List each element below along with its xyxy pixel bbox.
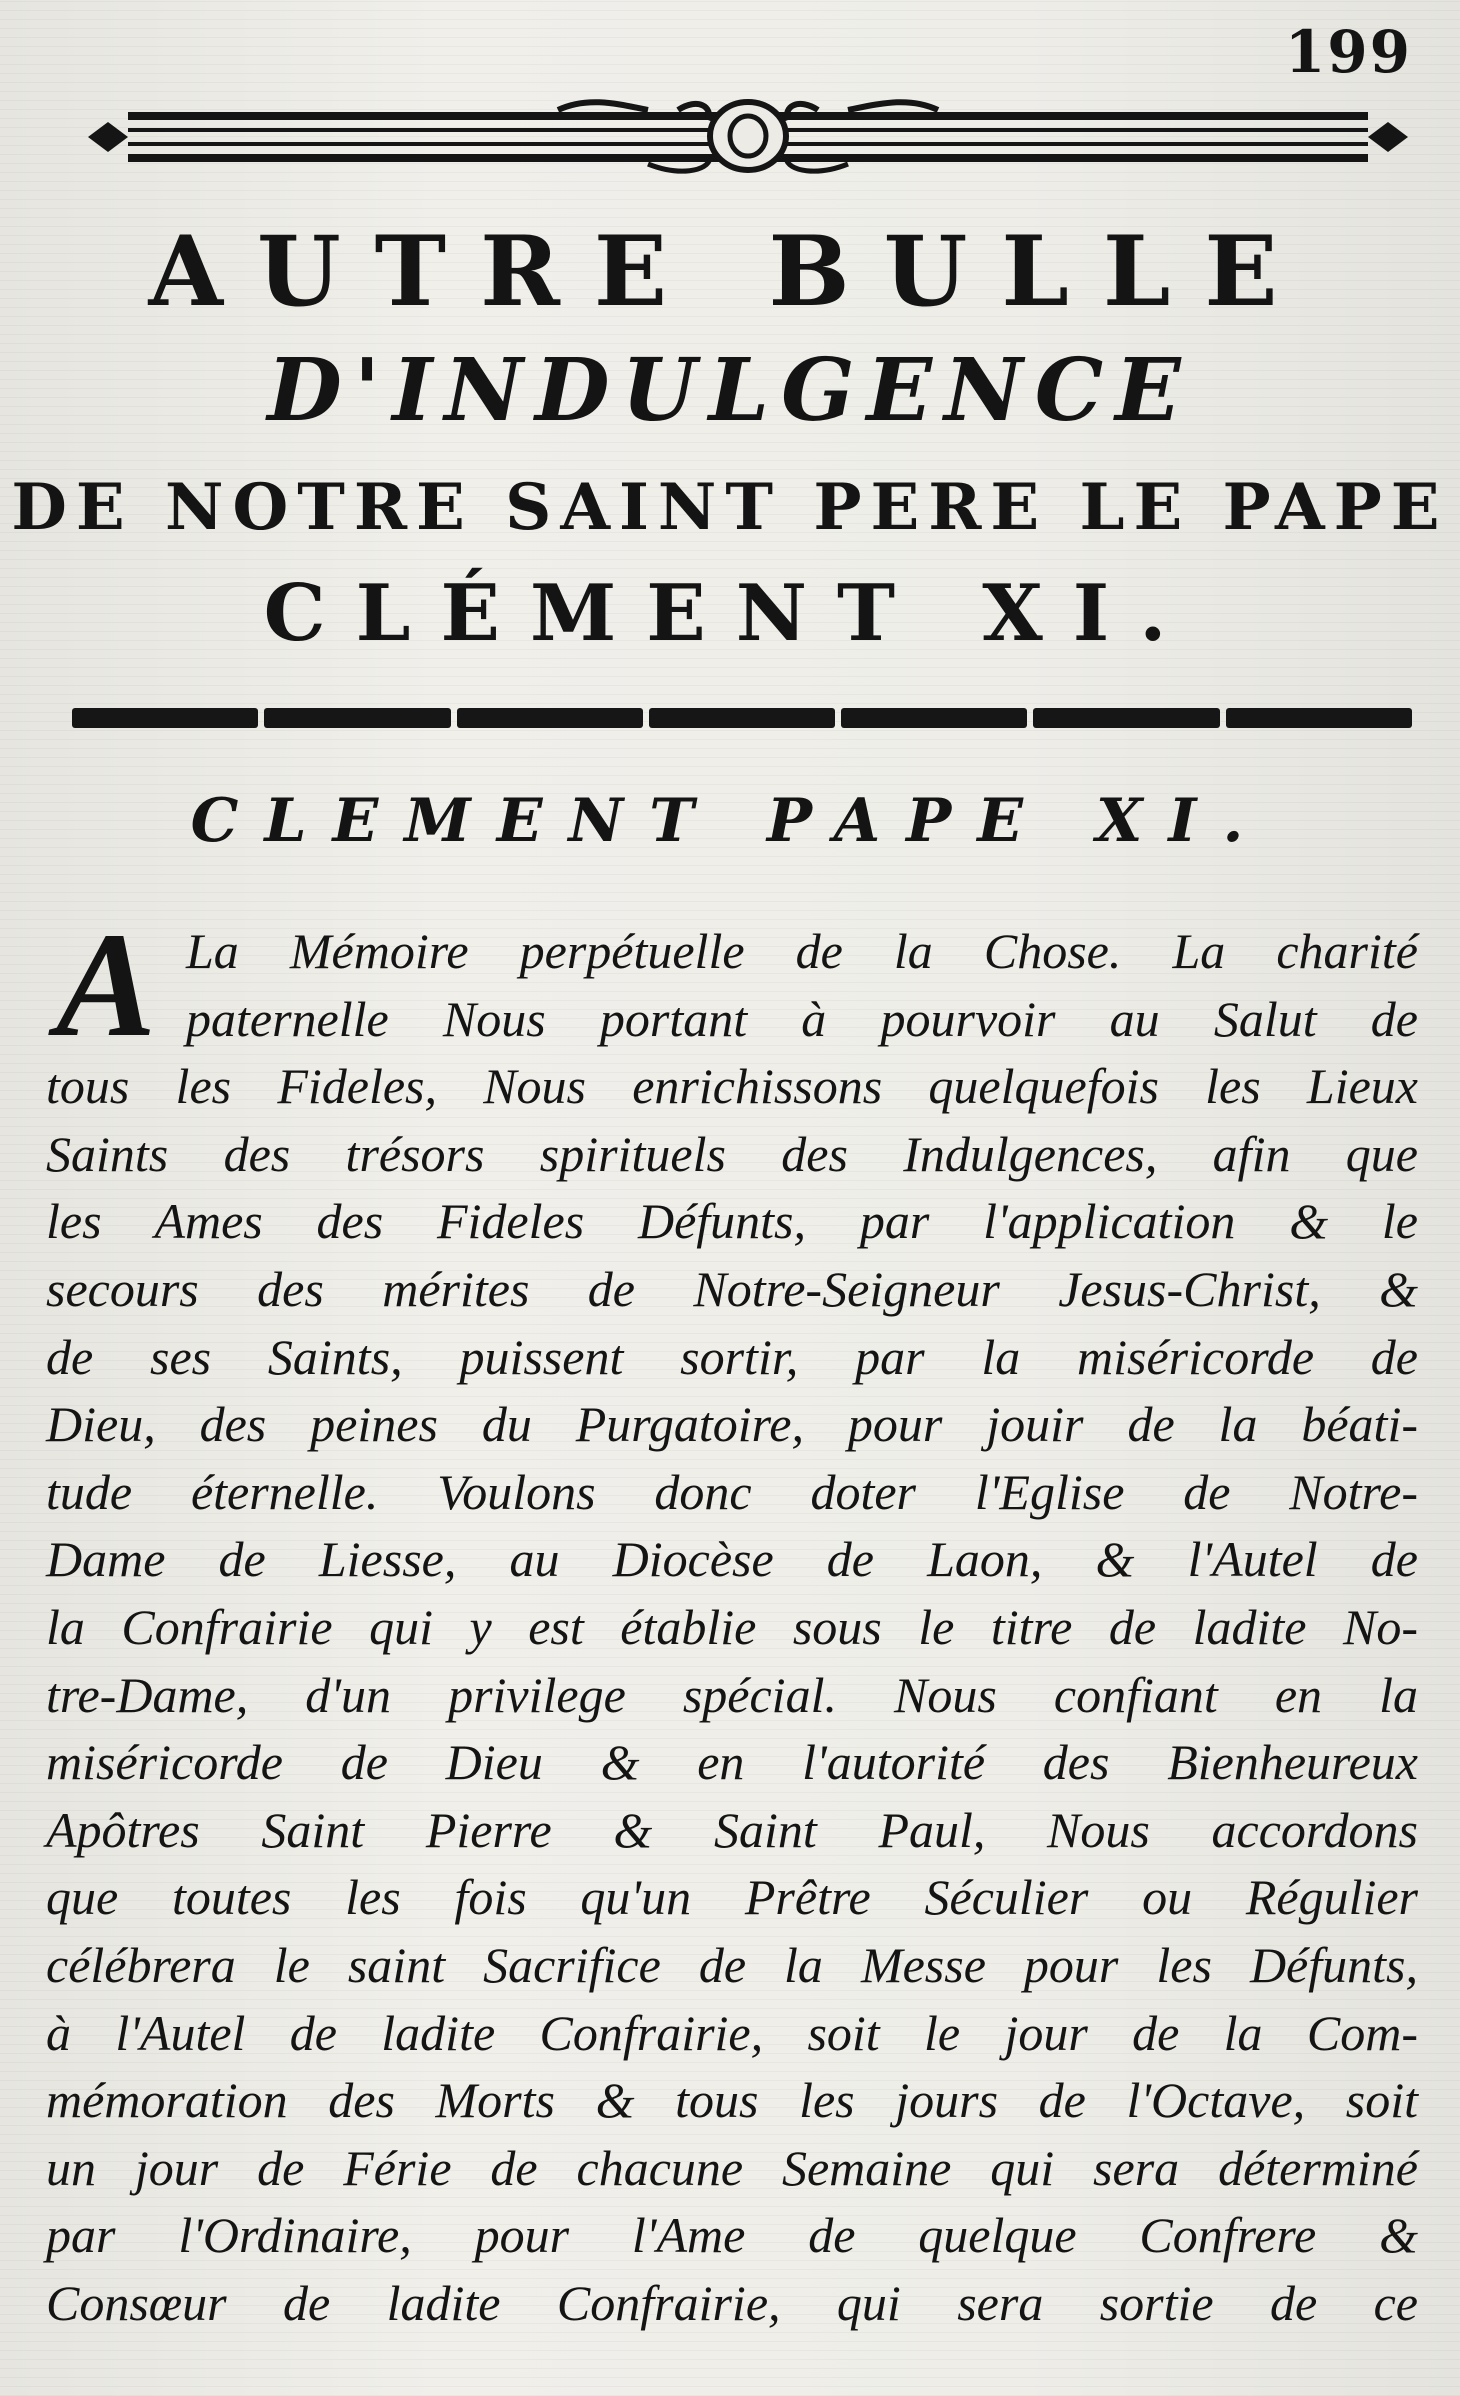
body-line: Consœur de ladite Confrairie, qui sera sortie de ce [46,2274,1418,2331]
body-line: Dieu, des peines du Purgatoire, pour jouir de la béati- [46,1396,1418,1453]
page-number: 199 [1284,18,1412,86]
body-line: la Confrairie qui y est établie sous le titre de ladite No- [46,1598,1418,1655]
body-line: Apôtres Saint Pierre & Saint Paul, Nous accordons [46,1801,1418,1858]
section-heading: CLEMENT PAPE XI. [190,786,1270,856]
body-line: tre-Dame, d'un privilege spécial. Nous confiant en la [46,1666,1418,1723]
body-line: par l'Ordinaire, pour l'Ame de quelque Confrere & [46,2207,1418,2264]
body-line: La Mémoire perpétuelle de la Chose. La charité [186,923,1418,979]
body-line: miséricorde de Dieu & en l'autorité des Bienheureux [46,1734,1418,1791]
body-line: paternelle Nous portant à pourvoir au Salut de [186,990,1418,1047]
body-line: que toutes les fois qu'un Prêtre Séculier ou Régulier [46,1869,1418,1926]
title-line-1: AUTRE BULLE [148,215,1312,328]
body-line: célébrera le saint Sacrifice de la Messe pour les Défunts, [46,1936,1418,1993]
body-line: Saints des trésors spirituels des Indulgences, afin que [46,1125,1418,1182]
title-line-3: DE NOTRE SAINT PERE LE PAPE [11,470,1449,545]
ornamental-headband [88,92,1408,182]
drop-cap: A [56,902,157,1068]
body-line: tude éternelle. Voulons donc doter l'Eglise de Notre- [46,1463,1418,1520]
heavy-rule-divider [72,708,1412,728]
title-line-2: D'INDULGENCE [267,340,1193,441]
body-line: les Ames des Fideles Défunts, par l'application & le [46,1193,1418,1250]
body-line: de ses Saints, puissent sortir, par la miséricorde de [46,1328,1418,1385]
body-line: tous les Fideles, Nous enrichissons quelquefois les Lieux [46,1058,1418,1115]
body-line: à l'Autel de ladite Confrairie, soit le jour de la Com- [46,2004,1418,2061]
body-text [46,902,1418,2337]
body-line: Dame de Liesse, au Diocèse de Laon, & l'Autel de [46,1531,1418,1588]
body-line: un jour de Férie de chacune Semaine qui sera déterminé [46,2139,1418,2196]
body-line: secours des mérites de Notre-Seigneur Jesus-Christ, & [46,1260,1418,1317]
title-line-4: CLÉMENT XI. [263,568,1197,659]
body-line: mémoration des Morts & tous les jours de l'Octave, soit [46,2072,1418,2129]
